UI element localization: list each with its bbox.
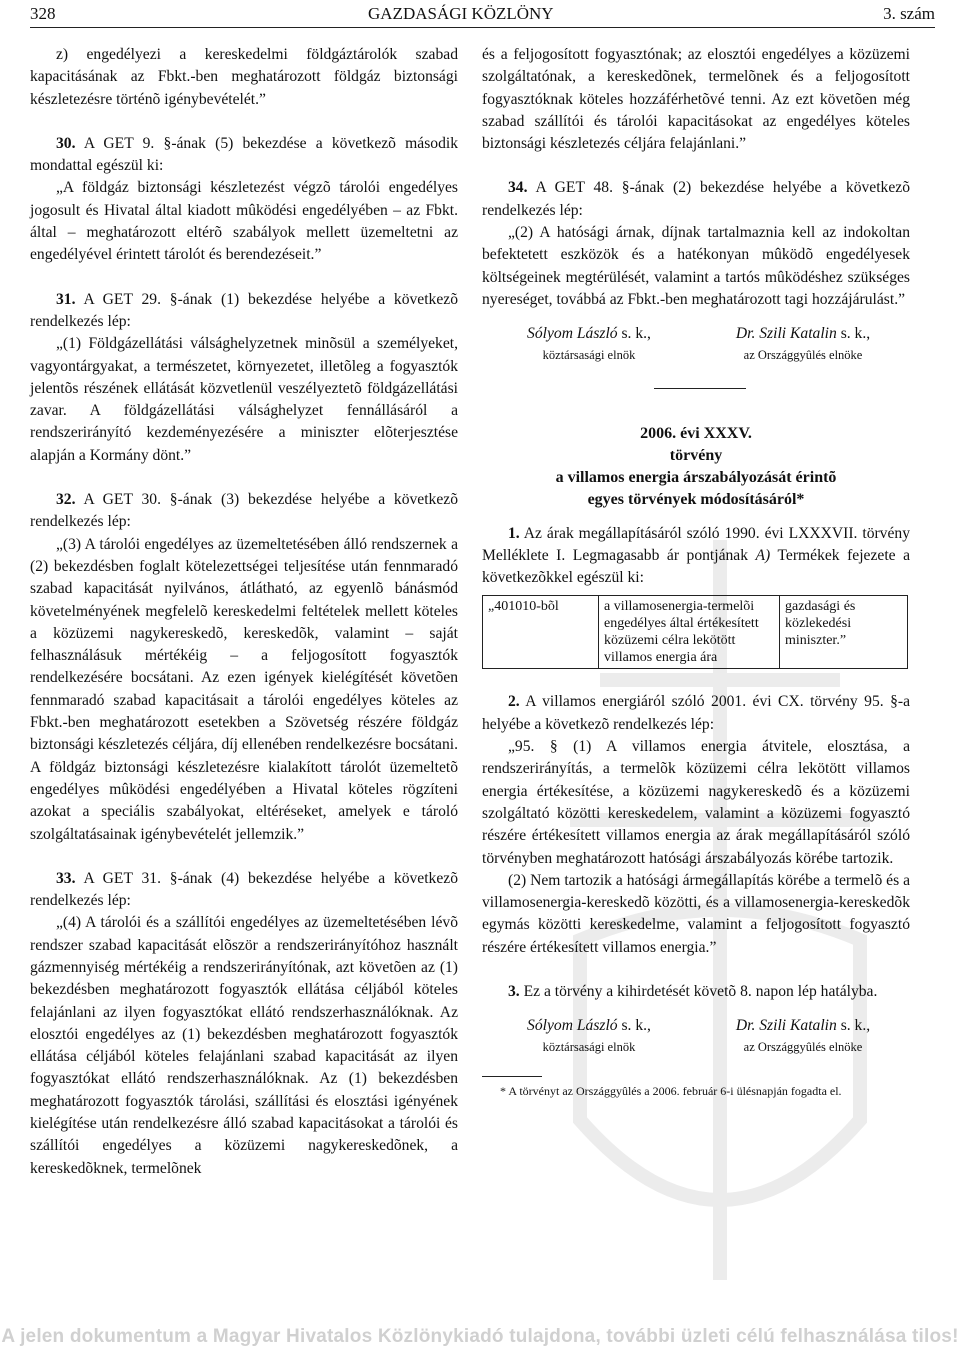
section-34-text: „(2) A hatósági árnak, díjnak tartalmaznia kell az indokoltan befektetett eszközök és a hatékonyan mûködõ engedélyesek költségeinek megtérülését, valamint a tartós mûködéshez szükséges nyereséget, továbbá az Fbkt.-ben meghatározott tagi hozzájárulást.” bbox=[482, 224, 910, 308]
signature-block-2: Sólyom László s. k., köztársasági elnök Dr. Szili Katalin s. k., az Országgyûlés elnöke bbox=[482, 1015, 910, 1055]
copyright-watermark: A jelen dokumentum a Magyar Hivatalos Közlönykiadó tulajdona, további üzleti célú felhasználása tilos! bbox=[1, 1326, 959, 1347]
section-33-heading: 33. A GET 31. §-ának (4) bekezdése helyébe a következõ rendelkezés lép: bbox=[30, 869, 458, 910]
signer-name: Sólyom László bbox=[527, 1017, 618, 1035]
left-column bbox=[30, 44, 458, 1180]
issue-label: 3. szám bbox=[883, 4, 935, 23]
section-32-text: „(3) A tárolói engedélyes az üzemeltetésében álló rendszernek a (2) bekezdésben foglalt kötelezettségei teljesítése után fennmaradó szabad kapacitását nyilvános, átlátható, az egyenlõ bánásmód követelményének megfelelõ kereskedelmi feltételek mellett köteles a közüzemi nagykereskedõ, kereskedõk, valamint – saját felhasználásuk mértékéig – a feljogosított fogyasztók rendelkezésére bocsátani. Az ezen igények kielégítését követõen fennmaradó szabad kapacitásait a tárolói engedélyes köteles az Fbkt.-ben meghatározott esetekben a Szövetség részére földgáz biztonsági készletezés céljára, díj ellenében rendelkezésre bocsátani. A földgáz biztonsági készletezésre kialakított tárolót üzemeltetõ engedélyes mûködési engedélyében a Hivatal köteles rögzíteni azokat a speciális szabályokat, eltéréseket, amelyek e tároló szolgáltatásainak igénybevételét jellemzik.” bbox=[30, 535, 458, 843]
section-31-text: „(1) Földgázellátási válsághelyzetnek minõsül a személyeket, vagyontárgyakat, a természetet, környezetet, illetõleg a fogyasztók jelentõs részének ellátását közvetlenül veszélyeztetõ földgázellátási zavar. A földgázellátási válsághelyzet fennállásáról a rendszerirányító kezdeményezésére a miniszter elõterjesztése alapján a Kormány dönt.” bbox=[30, 335, 458, 464]
section-34-heading: 34. A GET 48. §-ának (2) bekezdése helyébe a következõ rendelkezés lép: bbox=[482, 179, 910, 219]
law-word: törvény bbox=[669, 446, 723, 464]
signer-name: Dr. Szili Katalin bbox=[735, 325, 837, 343]
signer-name: Dr. Szili Katalin bbox=[735, 1017, 837, 1035]
section-1-text: 1. Az árak megállapításáról szóló 1990. évi LXXXVII. törvény Melléklete I. Legmagasabb ár pontjának A) Termékek fejezete a következõkkel egészül ki: bbox=[482, 524, 910, 587]
signature-block-1: Sólyom László s. k., köztársasági elnök Dr. Szili Katalin s. k., az Országgyûlés elnöke bbox=[482, 323, 910, 363]
footnote: * A törvényt az Országgyûlés a 2006. február 6-i ülésnapján fogadta el. bbox=[500, 1083, 842, 1098]
signer-role: köztársasági elnök bbox=[542, 347, 636, 362]
law-title-line-1: a villamos energia árszabályozását érintõ bbox=[555, 468, 837, 486]
section-divider bbox=[654, 388, 746, 389]
table-cell: gazdasági és közlekedési miniszter.” bbox=[780, 596, 908, 669]
section-32-heading: 32. A GET 30. §-ának (3) bekezdése helyébe a következõ rendelkezés lép: bbox=[30, 491, 458, 531]
section-30-heading: 30. A GET 9. §-ának (5) bekezdése a következõ második mondattal egészül ki: bbox=[30, 134, 458, 175]
right-column bbox=[482, 44, 910, 1099]
journal-title: GAZDASÁGI KÖZLÖNY bbox=[368, 4, 554, 23]
law-title-line-2: egyes törvények módosításáról* bbox=[587, 490, 805, 508]
signer-role: az Országgyûlés elnöke bbox=[743, 347, 863, 362]
section-33-text: „(4) A tárolói és a szállítói engedélyes az üzemeltetésében lévõ rendszer szabad kapacitását elõször a rendszerirányítóhoz használt gázmennyiség mértékéig a rendszerirányítónak, azt követõen az (1) bekezdésben meghatározott fogyasztók ellátása céljából köteles felajánlani az ilyen fogyasztókat ellátó rendszerhasználóknak. Az elosztói engedélyes az (1) bekezdésben meghatározott fogyasztók ellátása céljából köteles felajánlani szabad kapacitását az ilyen fogyasztókat ellátó rendszerhasználóknak. Az (1) bekezdésben meghatározott fogyasztók tárolási, szállítási és elosztási igényének kielégítése után rendelkezésre álló szabad kapacitásokat a tárolói és szállítói engedélyes a közüzemi nagykereskedõnek, a kereskedõknek, termelõnek bbox=[30, 914, 458, 1177]
signer-role: köztársasági elnök bbox=[542, 1039, 636, 1054]
section-30-text: „A földgáz biztonsági készletezést végzõ tárolói engedélyes jogosult és Hivatal által kiadott mûködési engedélyében – az Fbkt. által – meghatározott eltérõ szabályok mellett üzemeltetni az engedélyével érintett tárolót és berendezéseit.” bbox=[30, 179, 458, 264]
price-table bbox=[482, 595, 908, 669]
page-header bbox=[30, 4, 935, 28]
paragraph-z: z) engedélyezi a kereskedelmi földgáztárolók szabad kapacitásának az Fbkt.-ben meghatározott földgáz biztonsági készletezésre történõ igénybevételét.” bbox=[30, 46, 458, 108]
continuation-text: és a feljogosított fogyasztónak; az elosztói engedélyes a közüzemi szolgáltatónak, a kereskedõnek, termelõnek és a feljogosított fogyasztóknak köteles hozzáférhetõvé tenni. Az ezt követõen még szabad szállítói és tárolói kapacitásokat az engedélyes köteles biztonsági készletezés céljára felajánlani.” bbox=[482, 46, 910, 153]
section-31-heading: 31. A GET 29. §-ának (1) bekezdése helyébe a következõ rendelkezés lép: bbox=[30, 290, 458, 330]
signer-role: az Országgyûlés elnöke bbox=[743, 1039, 863, 1054]
section-3-text: 3. Ez a törvény a kihirdetését követõ 8. napon lép hatályba. bbox=[508, 983, 878, 1001]
table-row bbox=[483, 596, 908, 669]
section-2-para-1: „95. § (1) A villamos energia átvitele, elosztása, a rendszerirányítás, a termelõk közüzemi célra lekötött villamos energia értékesítése, a közüzemi nagykereskedõ és a közüzemi szolgáltató közötti kereskedelem, valamint a közüzemi fogyasztó részére értékesített villamos energia az árak megállapításáról szóló törvényben meghatározott hatósági árszabályozás körébe tartozik. bbox=[482, 738, 910, 867]
signer-name: Sólyom László bbox=[527, 325, 618, 343]
table-cell: a villamosenergia-termelõi engedélyes által értékesített közüzemi célra lekötött villamos energia ára bbox=[599, 596, 780, 669]
table-cell: „401010-bõl bbox=[483, 596, 599, 669]
page-number: 328 bbox=[30, 4, 56, 23]
section-2-heading: 2. A villamos energiáról szóló 2001. évi CX. törvény 95. §-a helyébe a következõ rendelkezés lép: bbox=[482, 693, 910, 733]
section-2-para-2: (2) Nem tartozik a hatósági ármegállapítás körébe a termelõ és a villamosenergia-kereskedõ közötti, és a villamosenergia-kereskedõk egymás közötti kereskedelme, valamint a feljogosított fogyasztó részére értékesített villamos energia.” bbox=[482, 871, 910, 956]
footnote-rule bbox=[482, 1076, 542, 1077]
law-number: 2006. évi XXXV. bbox=[640, 424, 752, 442]
header-rule bbox=[30, 27, 935, 28]
